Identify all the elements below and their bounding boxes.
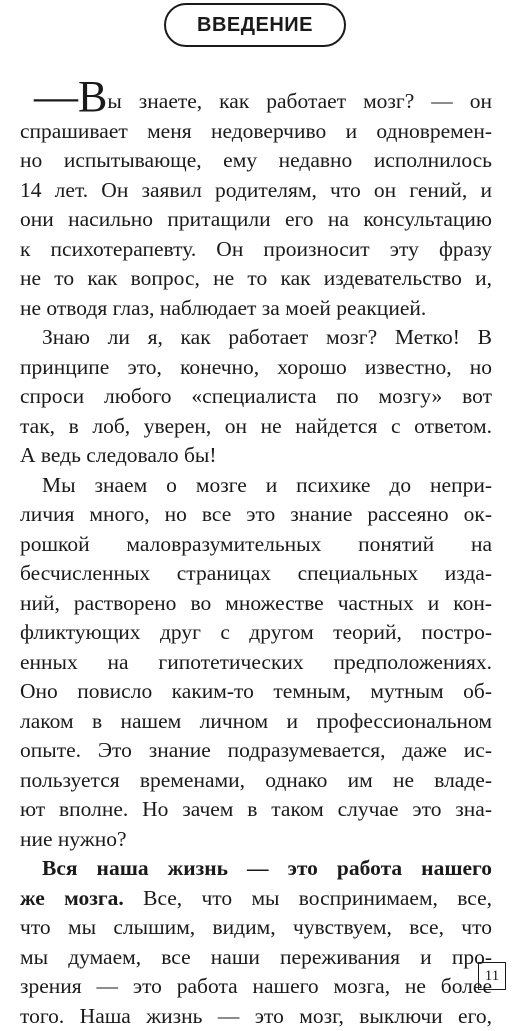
paragraph-4-line: что мы слышим, видим, чувствуем, все, что [20,913,492,943]
paragraph-1-line: к психотерапевту. Он произносит эту фразу [20,235,492,265]
paragraph-4-line-2-rest: Все, что мы воспринимаем, все, [124,886,492,910]
paragraph-4-line: мы думаем, все наши переживания и про- [20,943,492,973]
paragraph-4 [20,854,492,1031]
chapter-title: ВВЕДЕНИЕ [164,3,346,47]
paragraph-3-line: опыте. Это знание подразумевается, даже ис- [20,736,492,766]
paragraph-2-line: А ведь следовало бы! [20,441,492,471]
body-text [20,82,492,1031]
paragraph-1-line: но испытывающе, ему недавно исполнилось [20,146,492,176]
paragraph-3-line: пользуется временами, однако им не владе- [20,766,492,796]
paragraph-2 [20,323,492,471]
paragraph-1 [20,82,492,323]
paragraph-1-line: они насильно притащили его на консультацию [20,205,492,235]
dropcap-dash: — [34,72,78,121]
paragraph-1-line: 14 лет. Он заявил родителям, что он гений, и [20,176,492,206]
page-number: 11 [478,962,506,990]
paragraph-4-bold-line: Вся наша жизнь — это работа нашего [20,854,492,884]
paragraph-2-line: Знаю ли я, как работает мозг? Метко! В [20,323,492,353]
paragraph-3-line: Оно повисло каким-то темным, мутным об- [20,677,492,707]
paragraph-4-line: того. Наша жизнь — это мозг, выключи его, [20,1002,492,1031]
paragraph-2-line: принципе это, конечно, хорошо известно, но [20,353,492,383]
paragraph-4-line: зрения — это работа нашего мозга, не более [20,972,492,1002]
paragraph-1-line-1-text: ы знаете, как работает мозг? — он [107,89,492,113]
paragraph-4-bold-phrase: же мозга. [20,886,124,910]
paragraph-3-line: ние нужно? [20,825,492,855]
paragraph-3-line: лаком в нашем личном и профессиональном [20,707,492,737]
paragraph-3-line: фликтующих друг с другом теорий, постро- [20,618,492,648]
paragraph-3-line: бесчисленных страницах специальных изда- [20,559,492,589]
paragraph-1-line: не отводя глаз, наблюдает за моей реакцией. [20,294,492,324]
paragraph-3-line: Мы знаем о мозге и психике до непри- [20,471,492,501]
paragraph-1-line-1 [20,82,492,117]
paragraph-4-line-2 [20,884,492,914]
paragraph-2-line: спроси любого «специалиста по мозгу» вот [20,382,492,412]
paragraph-3-line: личия много, но все это знание рассеяно ок- [20,500,492,530]
paragraph-3 [20,471,492,855]
paragraph-2-line: так, в лоб, уверен, он не найдется с ответом. [20,412,492,442]
paragraph-3-line: енных на гипотетических предположениях. [20,648,492,678]
paragraph-3-line: рошкой маловразумительных понятий на [20,530,492,560]
dropcap-letter: В [78,72,107,121]
paragraph-1-line: не то как вопрос, не то как издевательство и, [20,264,492,294]
paragraph-1-line: спрашивает меня недоверчиво и одновремен- [20,117,492,147]
paragraph-3-line: ний, растворено во множестве частных и кон- [20,589,492,619]
paragraph-3-line: ют вполне. Но зачем в таком случае это зна- [20,795,492,825]
